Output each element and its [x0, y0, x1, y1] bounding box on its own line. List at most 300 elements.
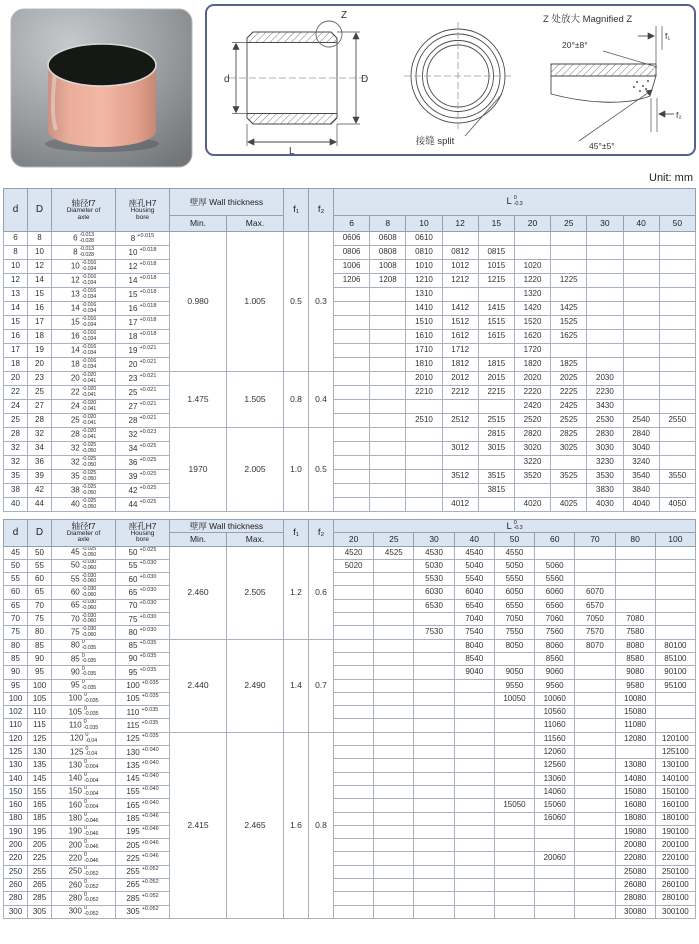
cell-L-60: 13060: [535, 772, 575, 785]
cell-L-50: [494, 759, 534, 772]
cell-L-50: 9050: [494, 666, 534, 679]
cell-L-50: 9550: [494, 679, 534, 692]
cell-L-70: 6570: [575, 599, 615, 612]
cell-D: 36: [28, 456, 52, 470]
cell-L-100: [655, 573, 695, 586]
cell-housing-bore: 55 $^{+0.030}$: [116, 559, 170, 572]
cell-axle-diameter: 85 0 -0.035: [52, 652, 116, 665]
cell-L-80: 28080: [615, 892, 655, 905]
cell-housing-bore: 25 $^{+0.021}$: [116, 386, 170, 400]
cell-L-50: 4550: [494, 546, 534, 559]
cell-L-10: [406, 470, 442, 484]
cell-axle-diameter: 260 0 -0.052: [52, 879, 116, 892]
cell-d: 280: [4, 892, 28, 905]
cell-wall-max: 2.505: [227, 546, 284, 639]
cell-L-12: 1712: [442, 344, 478, 358]
cell-L-12: 1612: [442, 330, 478, 344]
cell-L-40: [623, 260, 659, 274]
cell-housing-bore: 14 $^{+0.018}$: [116, 274, 170, 288]
cell-L-30: [414, 879, 454, 892]
cell-L-25: 1525: [551, 316, 587, 330]
cell-L-60: 9560: [535, 679, 575, 692]
cell-L-60: 11560: [535, 732, 575, 745]
cell-axle-diameter: 50 -0.030 -0.060: [52, 559, 116, 572]
table-gap: [0, 512, 699, 519]
cell-L-25: [551, 260, 587, 274]
cell-L-50: [659, 232, 695, 246]
cell-L-30: [587, 302, 623, 316]
cell-L-50: [494, 706, 534, 719]
col-header-f1: f₁: [284, 189, 309, 232]
cell-D: 19: [28, 344, 52, 358]
cell-L-25: [374, 799, 414, 812]
cell-D: 105: [28, 692, 52, 705]
cell-L-6: [334, 302, 370, 316]
cell-D: 80: [28, 626, 52, 639]
cell-L-40: 7040: [454, 613, 494, 626]
z-callout-label: Z: [341, 10, 348, 21]
cell-L-15: 1215: [478, 274, 514, 288]
cell-L-30: [587, 232, 623, 246]
cell-L-10: 1710: [406, 344, 442, 358]
cell-L-25: [374, 852, 414, 865]
cell-D: 125: [28, 732, 52, 745]
cell-L-70: [575, 666, 615, 679]
cell-L-60: 7560: [535, 626, 575, 639]
cell-L-30: [414, 666, 454, 679]
cell-housing-bore: 18 $^{+0.018}$: [116, 330, 170, 344]
cell-housing-bore: 205 $^{+0.046}$: [116, 839, 170, 852]
cell-D: 255: [28, 865, 52, 878]
cell-L-20: 1620: [514, 330, 550, 344]
cell-L-40: [454, 785, 494, 798]
cell-L-40: 8040: [454, 639, 494, 652]
cell-L-50: [494, 652, 534, 665]
col-header-L-25: 25: [551, 216, 587, 232]
cell-L-100: 95100: [655, 679, 695, 692]
cell-L-6: 0806: [334, 246, 370, 260]
cell-axle-diameter: 14 -0.016 -0.034: [52, 344, 116, 358]
cell-L-30: [587, 288, 623, 302]
cell-L-10: 1810: [406, 358, 442, 372]
cell-L-40: [454, 879, 494, 892]
f2-dim-label: f₂: [676, 110, 682, 120]
cell-housing-bore: 60 $^{+0.030}$: [116, 573, 170, 586]
cell-D: 285: [28, 892, 52, 905]
cell-L-10: 2210: [406, 386, 442, 400]
col-header-min: Min.: [170, 533, 227, 546]
cell-D: 130: [28, 746, 52, 759]
cell-L-60: [535, 905, 575, 918]
cell-L-50: [494, 879, 534, 892]
cell-axle-diameter: 8 -0.013 -0.028: [52, 246, 116, 260]
cell-wall-min: 2.415: [170, 732, 227, 918]
cell-L-10: 1010: [406, 260, 442, 274]
cell-L-20: [334, 905, 374, 918]
cell-L-30: [414, 799, 454, 812]
cell-housing-bore: 255 $^{+0.052}$: [116, 865, 170, 878]
cell-D: 95: [28, 666, 52, 679]
cell-axle-diameter: 25 -0.020 -0.041: [52, 414, 116, 428]
cell-L-12: 1512: [442, 316, 478, 330]
cell-axle-diameter: 16 -0.016 -0.034: [52, 330, 116, 344]
cell-L-60: 5060: [535, 559, 575, 572]
cell-L-50: [494, 772, 534, 785]
front-view-figure: [404, 22, 512, 136]
cell-L-50: [659, 260, 695, 274]
cell-axle-diameter: 45 -0.025 -0.050: [52, 546, 116, 559]
cell-D: 265: [28, 879, 52, 892]
cell-L-30: 3030: [587, 442, 623, 456]
cell-L-25: [374, 652, 414, 665]
cell-L-60: [535, 546, 575, 559]
cell-L-20: 3020: [514, 442, 550, 456]
cell-d: 16: [4, 330, 28, 344]
cell-L-20: 2220: [514, 386, 550, 400]
top-section: [0, 0, 699, 172]
cell-L-50: [494, 785, 534, 798]
cell-L-12: 2512: [442, 414, 478, 428]
cell-L-10: 0810: [406, 246, 442, 260]
cell-L-70: [575, 825, 615, 838]
cell-f1: 0.8: [284, 372, 309, 428]
cell-L-100: [655, 692, 695, 705]
cell-L-70: [575, 759, 615, 772]
cell-L-8: [370, 400, 406, 414]
cell-L-60: [535, 892, 575, 905]
cell-L-20: 4020: [514, 498, 550, 512]
cell-L-40: 2840: [623, 428, 659, 442]
cell-D: 60: [28, 573, 52, 586]
cell-L-25: [374, 879, 414, 892]
cell-axle-diameter: 100 0 -0.035: [52, 692, 116, 705]
cell-L-30: [414, 772, 454, 785]
cell-D: 12: [28, 260, 52, 274]
col-header-wall-thickness: 壁厚 Wall thickness: [170, 520, 284, 533]
cell-L-8: [370, 386, 406, 400]
cell-axle-diameter: 110 0 -0.035: [52, 719, 116, 732]
col-header-f2: f₂: [309, 520, 334, 547]
cell-L-20: [334, 812, 374, 825]
cell-D: 23: [28, 372, 52, 386]
col-header-L: L 0 -0.3: [334, 189, 696, 216]
cell-L-10: 1310: [406, 288, 442, 302]
cell-L-25: 3525: [551, 470, 587, 484]
cell-L-20: [334, 772, 374, 785]
cell-L-12: 2212: [442, 386, 478, 400]
cell-L-25: [374, 812, 414, 825]
cell-L-15: 3515: [478, 470, 514, 484]
cell-L-40: [623, 232, 659, 246]
cell-L-50: 2550: [659, 414, 695, 428]
cell-D: 145: [28, 772, 52, 785]
cell-L-6: [334, 386, 370, 400]
cell-axle-diameter: 120 0 -0.04: [52, 732, 116, 745]
cell-d: 70: [4, 613, 28, 626]
cell-L-40: [454, 852, 494, 865]
cell-L-40: [623, 246, 659, 260]
col-header-L-60: 60: [535, 533, 575, 546]
cell-L-50: [494, 892, 534, 905]
cell-L-100: 80100: [655, 639, 695, 652]
cell-L-15: 1615: [478, 330, 514, 344]
col-header-L-6: 6: [334, 216, 370, 232]
cell-d: 90: [4, 666, 28, 679]
cell-L-10: [406, 484, 442, 498]
cell-L-80: 8580: [615, 652, 655, 665]
cell-d: 24: [4, 400, 28, 414]
drawing-figures: [207, 6, 694, 154]
cell-axle-diameter: 75 -0.030 -0.060: [52, 626, 116, 639]
cell-L-25: [374, 573, 414, 586]
cell-L-60: 14060: [535, 785, 575, 798]
cell-L-25: [374, 679, 414, 692]
cross-section-figure: [229, 21, 367, 146]
cell-L-80: 8080: [615, 639, 655, 652]
cell-L-30: [414, 613, 454, 626]
cell-axle-diameter: 180 0 -0.046: [52, 812, 116, 825]
cell-L-15: [478, 456, 514, 470]
cell-L-12: 1212: [442, 274, 478, 288]
cell-axle-diameter: 13 -0.016 -0.034: [52, 288, 116, 302]
cell-L-12: 2012: [442, 372, 478, 386]
cell-L-80: 9580: [615, 679, 655, 692]
cell-L-80: 25080: [615, 865, 655, 878]
cell-L-30: [414, 732, 454, 745]
cell-L-40: [454, 892, 494, 905]
cell-L-25: 2025: [551, 372, 587, 386]
cell-d: 110: [4, 719, 28, 732]
col-header-axle: 轴径f7 Diameter of axle: [52, 520, 116, 547]
cell-L-30: [587, 246, 623, 260]
cell-L-40: [454, 719, 494, 732]
cell-D: 225: [28, 852, 52, 865]
cell-axle-diameter: 40 -0.025 -0.050: [52, 498, 116, 512]
cell-L-60: 16060: [535, 812, 575, 825]
cell-D: 155: [28, 785, 52, 798]
dim-L-label: L: [289, 146, 295, 154]
cell-L-70: [575, 719, 615, 732]
cell-axle-diameter: 35 -0.025 -0.050: [52, 470, 116, 484]
cell-L-8: [370, 442, 406, 456]
cell-L-8: [370, 414, 406, 428]
cell-L-60: 8560: [535, 652, 575, 665]
cell-L-12: 3512: [442, 470, 478, 484]
cell-D: 15: [28, 288, 52, 302]
cell-L-12: [442, 288, 478, 302]
cell-wall-max: 2.490: [227, 639, 284, 732]
cell-L-30: [414, 652, 454, 665]
cell-L-20: [514, 246, 550, 260]
cell-L-50: [659, 484, 695, 498]
cell-L-80: 16080: [615, 799, 655, 812]
cell-d: 18: [4, 358, 28, 372]
cell-L-50: [494, 732, 534, 745]
cell-L-25: [374, 626, 414, 639]
cell-L-30: 5030: [414, 559, 454, 572]
cell-L-8: [370, 302, 406, 316]
cell-L-100: 220100: [655, 852, 695, 865]
cell-housing-bore: 115 $^{+0.035}$: [116, 719, 170, 732]
cell-D: 205: [28, 839, 52, 852]
col-header-D: D: [28, 189, 52, 232]
cell-wall-min: 2.460: [170, 546, 227, 639]
cell-L-12: 1412: [442, 302, 478, 316]
cell-housing-bore: 80 $^{+0.030}$: [116, 626, 170, 639]
cell-L-80: 13080: [615, 759, 655, 772]
cell-housing-bore: 16 $^{+0.018}$: [116, 302, 170, 316]
cell-L-20: [334, 852, 374, 865]
cell-L-40: [623, 400, 659, 414]
cell-L-100: 120100: [655, 732, 695, 745]
cell-L-25: 1625: [551, 330, 587, 344]
cell-L-100: 125100: [655, 746, 695, 759]
cell-L-40: 7540: [454, 626, 494, 639]
cell-housing-bore: 12 $^{+0.018}$: [116, 260, 170, 274]
cell-L-30: [414, 746, 454, 759]
cell-L-80: 19080: [615, 825, 655, 838]
col-header-L-10: 10: [406, 216, 442, 232]
cell-L-30: [414, 892, 454, 905]
cell-L-25: 1825: [551, 358, 587, 372]
cell-L-60: 9060: [535, 666, 575, 679]
cell-L-6: [334, 456, 370, 470]
cell-D: 110: [28, 706, 52, 719]
cell-L-30: [414, 785, 454, 798]
cell-L-30: 4030: [587, 498, 623, 512]
cell-L-30: [414, 865, 454, 878]
cell-axle-diameter: 200 0 -0.046: [52, 839, 116, 852]
cell-wall-max: 2.465: [227, 732, 284, 918]
cell-L-80: 14080: [615, 772, 655, 785]
cell-L-8: [370, 428, 406, 442]
cell-d: 28: [4, 428, 28, 442]
cell-L-20: [334, 825, 374, 838]
cell-axle-diameter: 220 0 -0.046: [52, 852, 116, 865]
cell-housing-bore: 70 $^{+0.030}$: [116, 599, 170, 612]
cell-d: 25: [4, 414, 28, 428]
cell-L-40: [454, 679, 494, 692]
cell-L-40: 9040: [454, 666, 494, 679]
cell-L-8: [370, 330, 406, 344]
cell-L-70: 7570: [575, 626, 615, 639]
cell-housing-bore: 27 $^{+0.021}$: [116, 400, 170, 414]
cell-L-15: 2215: [478, 386, 514, 400]
cell-L-50: [494, 905, 534, 918]
cell-D: 8: [28, 232, 52, 246]
cell-L-20: [514, 484, 550, 498]
cell-L-70: 6070: [575, 586, 615, 599]
cell-housing-bore: 85 $^{+0.035}$: [116, 639, 170, 652]
cell-L-8: [370, 498, 406, 512]
cell-L-25: 2425: [551, 400, 587, 414]
cell-L-30: [414, 692, 454, 705]
magnified-z-title: Z 处放大 Magnified Z: [543, 14, 633, 25]
cell-L-20: [334, 666, 374, 679]
col-header-bore: 座孔H7 Housing bore: [116, 189, 170, 232]
cell-housing-bore: 125 $^{+0.035}$: [116, 732, 170, 745]
cell-D: 100: [28, 679, 52, 692]
cell-housing-bore: 32 $^{+0.023}$: [116, 428, 170, 442]
cell-d: 250: [4, 865, 28, 878]
cell-D: 65: [28, 586, 52, 599]
col-header-L-50: 50: [494, 533, 534, 546]
cell-L-40: [454, 759, 494, 772]
cell-L-15: 2015: [478, 372, 514, 386]
cell-L-60: 6560: [535, 599, 575, 612]
cell-axle-diameter: 80 0 -0.035: [52, 639, 116, 652]
cell-L-8: [370, 372, 406, 386]
cell-L-60: 8060: [535, 639, 575, 652]
cell-L-25: [551, 232, 587, 246]
col-header-L-8: 8: [370, 216, 406, 232]
cell-housing-bore: 36 $^{+0.025}$: [116, 456, 170, 470]
cell-housing-bore: 90 $^{+0.035}$: [116, 652, 170, 665]
cell-L-40: 4040: [623, 498, 659, 512]
col-header-L-20: 20: [334, 533, 374, 546]
cell-L-100: [655, 719, 695, 732]
cell-L-40: 3040: [623, 442, 659, 456]
cell-d: 80: [4, 639, 28, 652]
cell-L-20: [334, 639, 374, 652]
cell-L-30: [414, 706, 454, 719]
cell-axle-diameter: 55 -0.030 -0.060: [52, 573, 116, 586]
cell-L-100: 130100: [655, 759, 695, 772]
cell-L-6: [334, 344, 370, 358]
cell-L-100: [655, 626, 695, 639]
cell-f1: 1.6: [284, 732, 309, 918]
cell-L-100: 90100: [655, 666, 695, 679]
cell-L-40: 5540: [454, 573, 494, 586]
cell-L-100: 85100: [655, 652, 695, 665]
cell-L-20: [334, 746, 374, 759]
col-header-max: Max.: [227, 216, 284, 232]
cell-L-8: [370, 470, 406, 484]
cell-L-8: [370, 484, 406, 498]
cell-axle-diameter: 20 -0.020 -0.041: [52, 372, 116, 386]
cell-L-40: 2540: [623, 414, 659, 428]
cell-L-6: [334, 288, 370, 302]
cell-housing-bore: 265 $^{+0.052}$: [116, 879, 170, 892]
cell-D: 18: [28, 330, 52, 344]
cell-D: 50: [28, 546, 52, 559]
cell-L-25: [374, 559, 414, 572]
cell-L-6: [334, 484, 370, 498]
cell-d: 32: [4, 456, 28, 470]
cell-L-70: [575, 573, 615, 586]
cell-L-12: [442, 400, 478, 414]
col-header-L-80: 80: [615, 533, 655, 546]
cell-L-100: 150100: [655, 785, 695, 798]
cell-L-25: [374, 639, 414, 652]
cell-L-50: [659, 358, 695, 372]
cell-L-70: 8070: [575, 639, 615, 652]
cell-L-20: 2520: [514, 414, 550, 428]
cell-housing-bore: 42 $^{+0.025}$: [116, 484, 170, 498]
cell-housing-bore: 305 $^{+0.052}$: [116, 905, 170, 918]
cell-L-25: 1225: [551, 274, 587, 288]
cell-L-12: 3012: [442, 442, 478, 456]
cell-L-60: [535, 839, 575, 852]
cell-L-100: 160100: [655, 799, 695, 812]
cell-L-60: 6060: [535, 586, 575, 599]
cell-L-25: [374, 732, 414, 745]
cell-axle-diameter: 6 -0.013 -0.028: [52, 232, 116, 246]
cell-D: 25: [28, 386, 52, 400]
cell-L-70: [575, 892, 615, 905]
cell-axle-diameter: 15 -0.016 -0.034: [52, 316, 116, 330]
cell-L-50: 6550: [494, 599, 534, 612]
